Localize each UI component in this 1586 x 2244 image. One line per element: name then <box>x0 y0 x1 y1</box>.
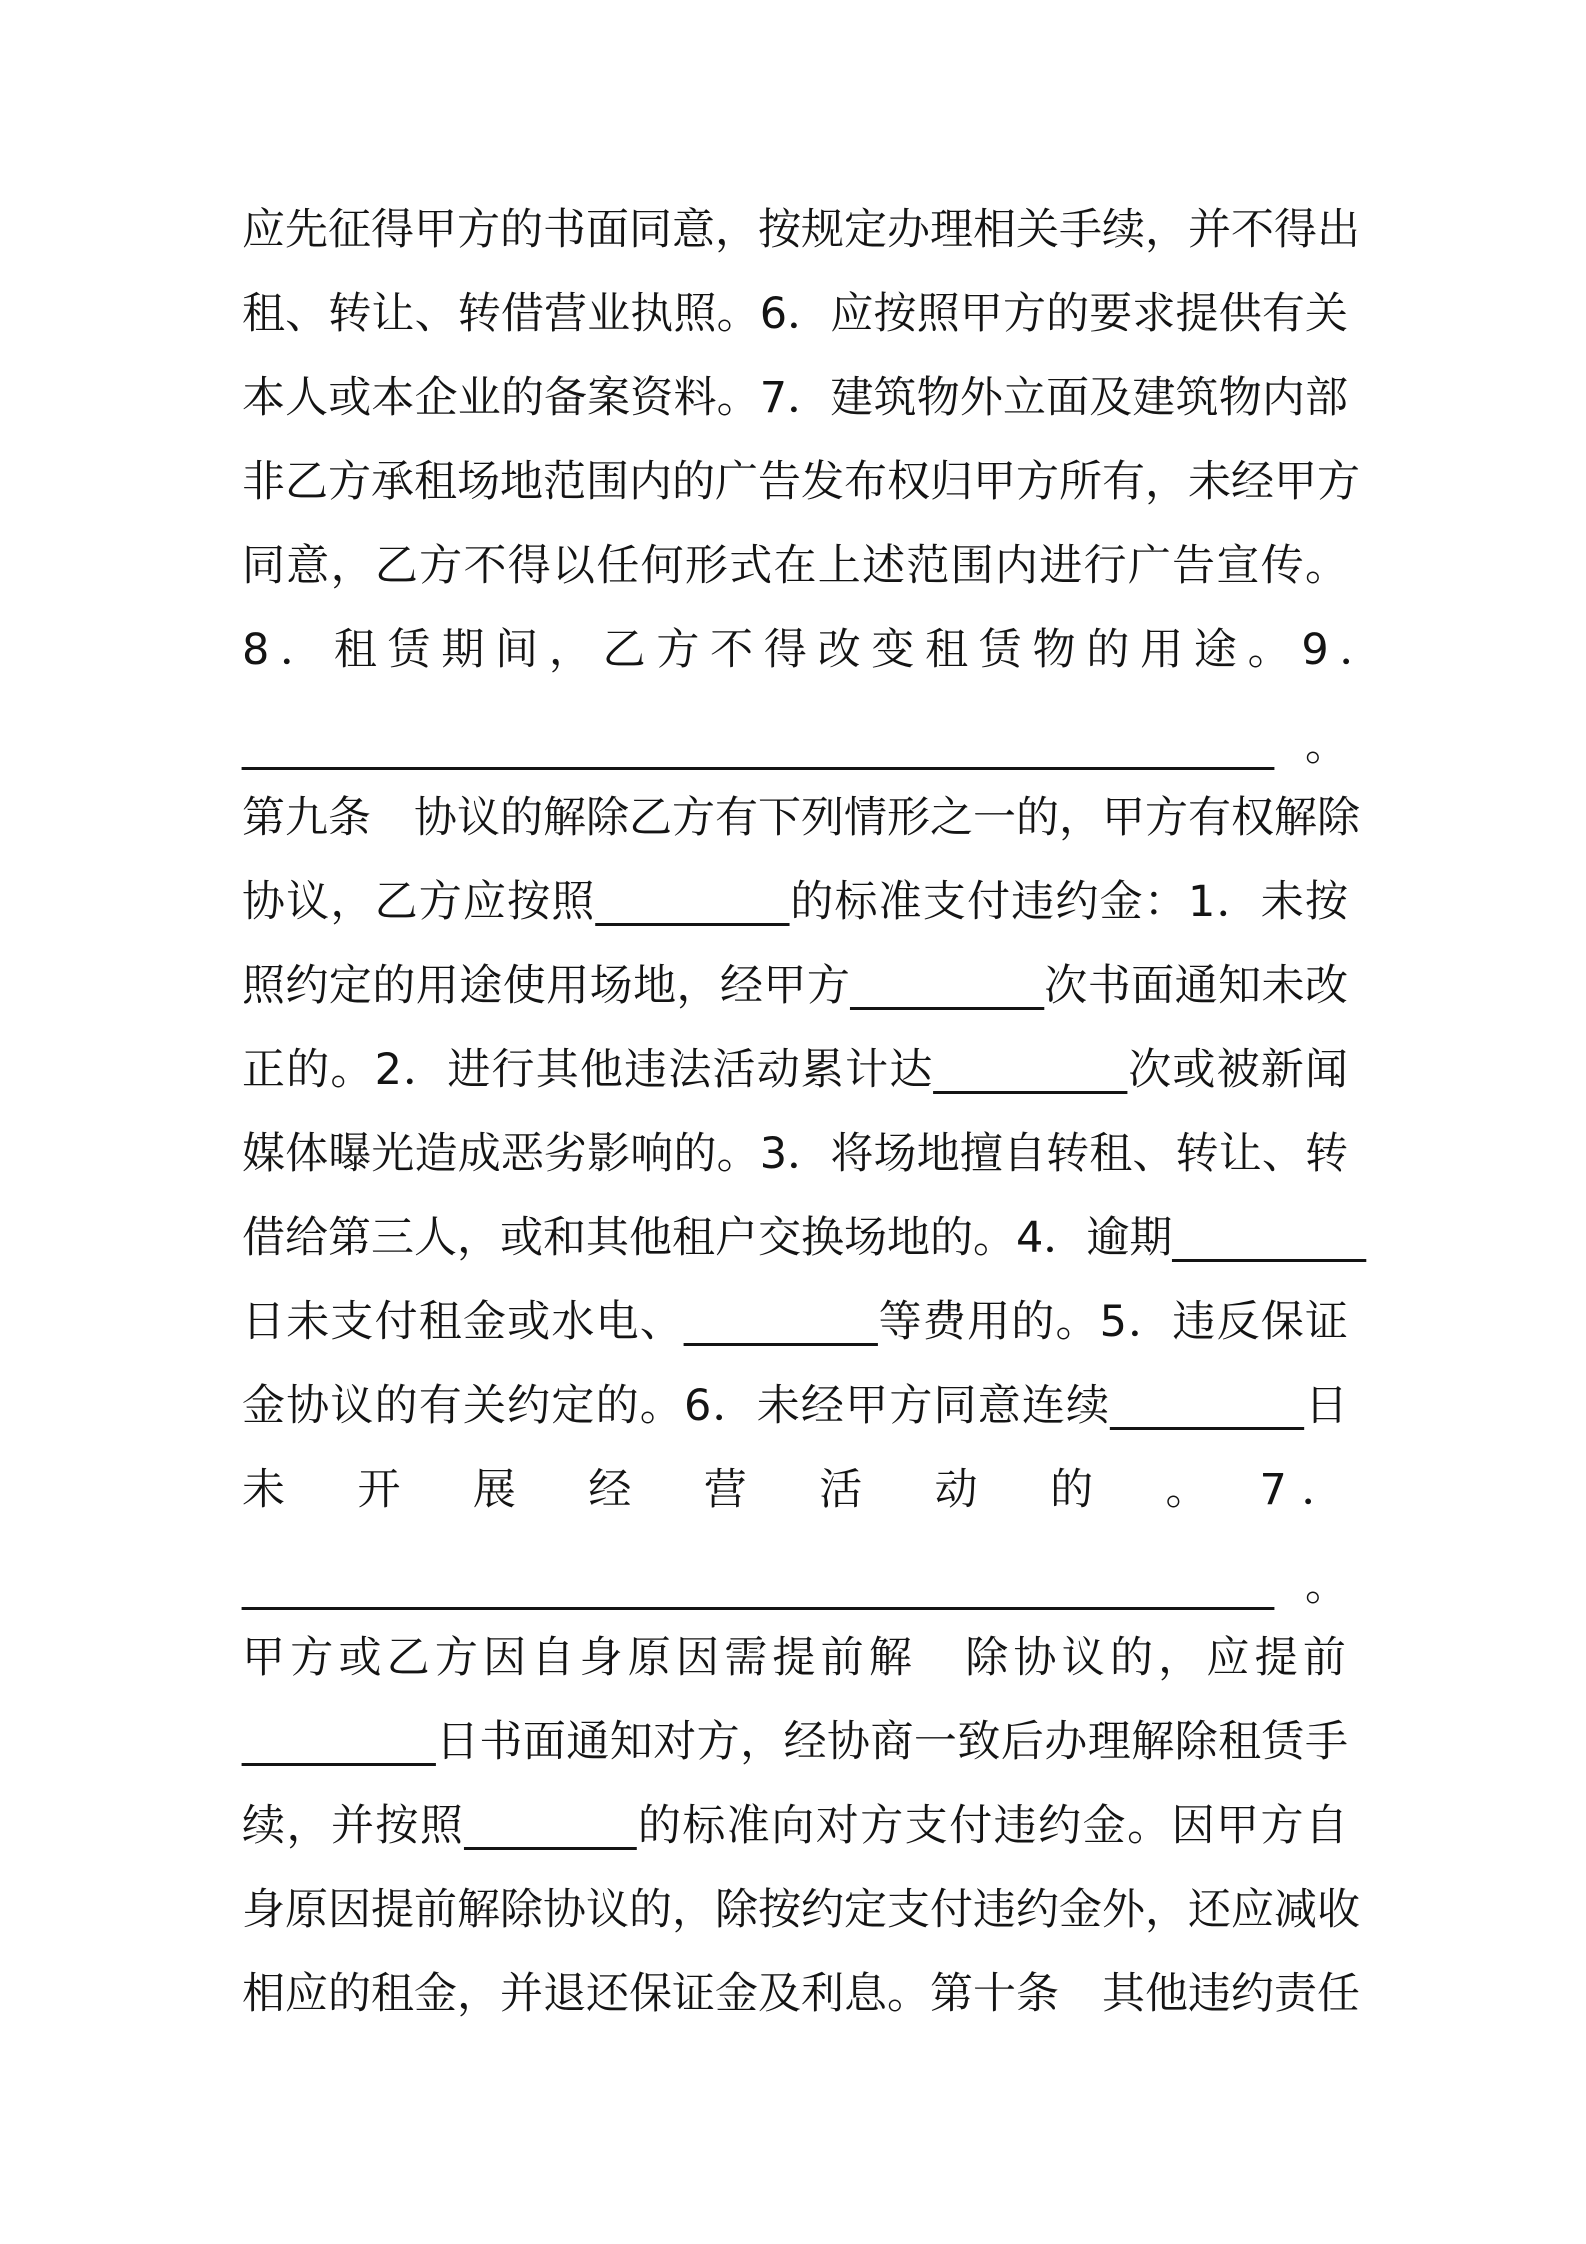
text-line-6: 8．租赁期间，乙方不得改变租赁物的用途。9． <box>242 625 1394 675</box>
text-line-20: 续，并按照________的标准向对方支付违约金。因甲方自 <box>242 1801 1348 1851</box>
text-line-14: 日未支付租金或水电、_________等费用的。5．违反保证 <box>242 1297 1348 1347</box>
text-line-11: 正的。2．进行其他违法活动累计达_________次或被新闻 <box>242 1045 1348 1095</box>
text-line-16: 未 开 展 经 营 活 动 的 。 7． <box>242 1465 1348 1515</box>
text-line-3: 本人或本企业的备案资料。7．建筑物外立面及建筑物内部 <box>242 373 1348 423</box>
text-line-8: 第九条 协议的解除乙方有下列情形之一的，甲方有权解除 <box>242 793 1360 843</box>
text-line-5: 同意，乙方不得以任何形式在上述范围内进行广告宣传。 <box>242 541 1348 591</box>
text-line-9: 协议，乙方应按照_________的标准支付违约金：1．未按 <box>242 877 1348 927</box>
text-line-18: 甲方或乙方因自身原因需提前解 除协议的，应提前 <box>242 1633 1348 1683</box>
text-line-15: 金协议的有关约定的。6．未经甲方同意连续_________日 <box>242 1381 1348 1431</box>
text-line-4: 非乙方承租场地范围内的广告发布权归甲方所有，未经甲方 <box>242 457 1360 507</box>
text-line-19: _________日书面通知对方，经协商一致后办理解除租赁手 <box>242 1717 1348 1767</box>
text-line-22: 相应的租金，并退还保证金及利息。第十条 其他违约责任 <box>242 1969 1360 2019</box>
text-line-2: 租、转让、转借营业执照。6．应按照甲方的要求提供有关 <box>242 289 1348 339</box>
text-line-7-blank: ________________________________________________。 <box>242 721 1348 771</box>
text-line-21: 身原因提前解除协议的，除按约定支付违约金外，还应减收 <box>242 1885 1360 1935</box>
text-line-13: 借给第三人，或和其他租户交换场地的。4．逾期_________ <box>242 1213 1366 1263</box>
text-line-1: 应先征得甲方的书面同意，按规定办理相关手续，并不得出 <box>242 205 1360 255</box>
text-line-10: 照约定的用途使用场地，经甲方_________次书面通知未改 <box>242 961 1348 1011</box>
text-line-17-blank: ________________________________________________。 <box>242 1561 1348 1611</box>
text-line-12: 媒体曝光造成恶劣影响的。3．将场地擅自转租、转让、转 <box>242 1129 1348 1179</box>
